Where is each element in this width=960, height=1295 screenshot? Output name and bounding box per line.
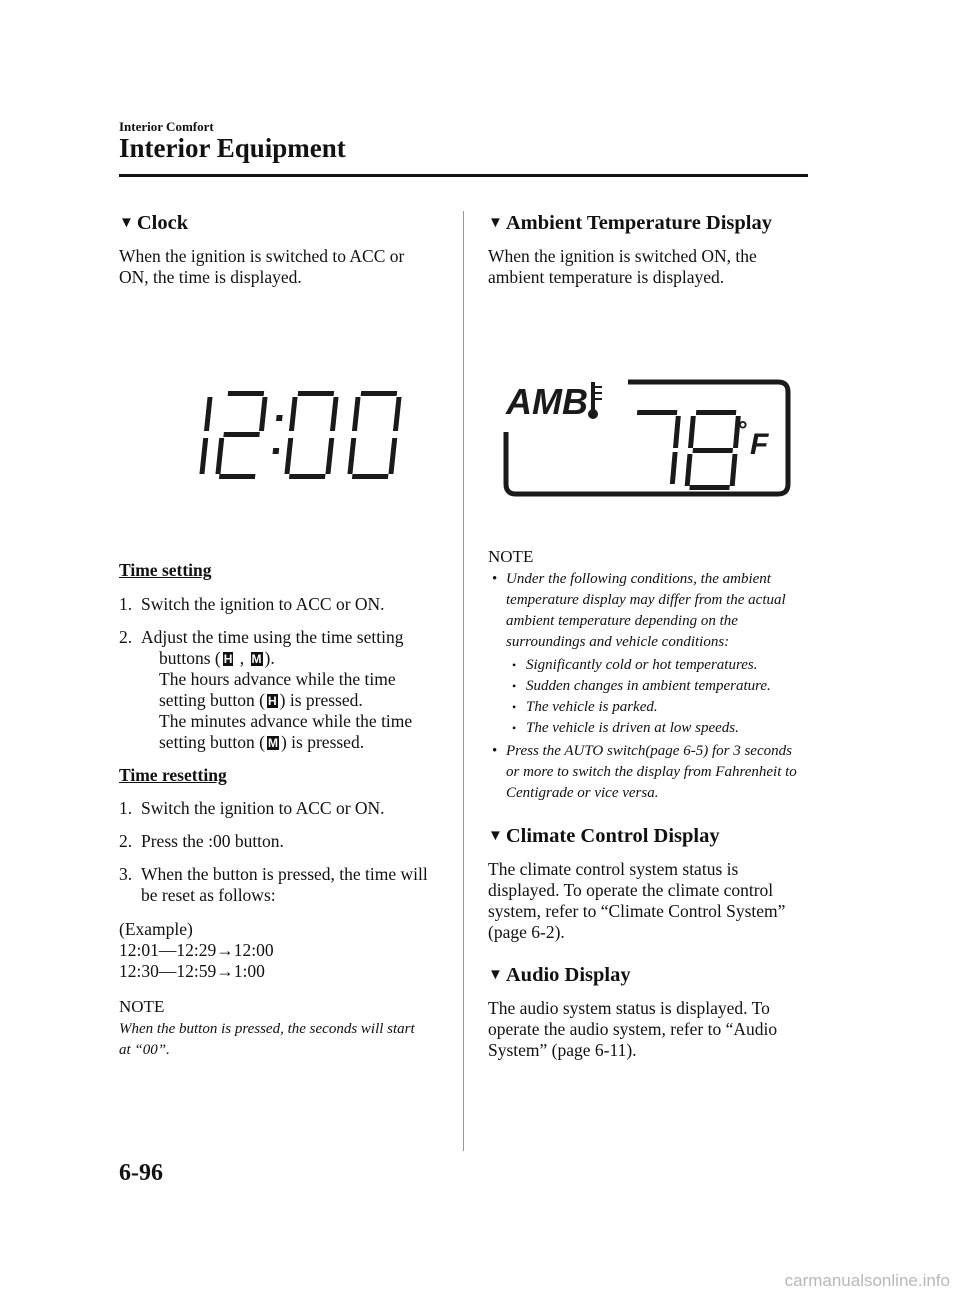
clock-heading: ▼ Clock: [119, 212, 189, 234]
triangle-icon: ▼: [488, 215, 503, 231]
amb-label: AMB: [506, 381, 588, 422]
minute-button-icon: M: [251, 652, 262, 666]
list-item: 3. When the button is pressed, the time will be reset as follows:: [119, 864, 428, 905]
section-label: Interior Comfort: [119, 119, 214, 134]
list-item: • Under the following conditions, the ambient temperature display may differ from the actual ambient temperature depending on the surroundings and vehicle conditions: • Significantly cold or hot temperatures. • Sudden changes in ambient temperature. • The vehicle is parked. • The vehicle is driven at low speeds.: [488, 569, 804, 739]
header-divider: [119, 174, 808, 177]
watermark: carmanualsonline.info: [784, 1271, 950, 1290]
time-resetting-steps: [119, 798, 449, 906]
minute-button-icon: M: [267, 736, 278, 750]
right-column: [488, 213, 810, 1061]
climate-text: The climate control system status is displayed. To operate the climate control system, refer to “Climate Control System” (page 6-2).: [488, 859, 786, 942]
triangle-icon: ▼: [119, 215, 134, 231]
hour-button-icon: H: [267, 694, 277, 708]
temperature-digits: [630, 410, 741, 490]
audio-text: The audio system status is displayed. To operate the audio system, refer to “Audio System” (page 6-11).: [488, 998, 778, 1060]
triangle-icon: ▼: [488, 967, 503, 983]
left-column: [119, 213, 449, 1061]
note-label: NOTE: [119, 997, 165, 1016]
example-label: (Example): [119, 919, 193, 939]
triangle-icon: ▼: [488, 828, 503, 844]
list-item: 2. Adjust the time using the time setting buttons ( H , M ). The hours advance while the time setting button ( H ) is pressed. The minutes advance while the time setting button ( M ) is pressed.: [119, 627, 413, 752]
ambient-lcd-illustration: [488, 288, 810, 538]
time-resetting-title: Time resetting: [119, 765, 227, 785]
example-line: 12:30―12:59→1:00: [119, 961, 265, 981]
note-text: When the button is pressed, the seconds will start at “00”.: [119, 1021, 415, 1058]
page-title: Interior Equipment: [119, 133, 346, 163]
list-item: • The vehicle is parked.: [506, 697, 804, 718]
column-divider: [463, 211, 464, 1151]
list-item: • Significantly cold or hot temperatures.: [506, 655, 804, 676]
unit-label: F: [750, 428, 769, 461]
list-item: 1. Switch the ignition to ACC or ON.: [119, 594, 385, 614]
temperature-value: 78: [658, 488, 660, 489]
climate-heading: ▼ Climate Control Display: [488, 825, 720, 847]
degree-symbol: °: [738, 417, 748, 444]
ambient-display-figure: [488, 288, 810, 538]
time-setting-steps: [119, 594, 449, 753]
list-item: 2. Press the :00 button.: [119, 831, 284, 851]
note-label: NOTE: [488, 547, 534, 566]
clock-display-figure: [119, 288, 449, 558]
clock-intro: When the ignition is switched to ACC or ON, the time is displayed.: [119, 246, 405, 287]
list-item: • Press the AUTO switch(page 6-5) for 3 seconds or more to switch the display from Fahrenheit to Centigrade or vice versa.: [488, 741, 804, 804]
time-setting-title: Time setting: [119, 560, 212, 580]
list-item: • The vehicle is driven at low speeds.: [506, 718, 804, 739]
thermometer-icon: [588, 382, 602, 419]
ambient-heading: ▼ Ambient Temperature Display: [488, 212, 772, 234]
example-line: 12:01―12:29→12:00: [119, 940, 274, 960]
clock-lcd-illustration: [119, 288, 449, 558]
hour-button-icon: H: [223, 652, 233, 666]
ambient-note-list: [488, 569, 804, 804]
ambient-intro: When the ignition is switched ON, the ambient temperature is displayed.: [488, 246, 757, 287]
list-item: 1. Switch the ignition to ACC or ON.: [119, 798, 385, 818]
list-item: • Sudden changes in ambient temperature.: [506, 676, 804, 697]
audio-heading: ▼ Audio Display: [488, 964, 631, 986]
page-number: 6-96: [119, 1160, 163, 1186]
